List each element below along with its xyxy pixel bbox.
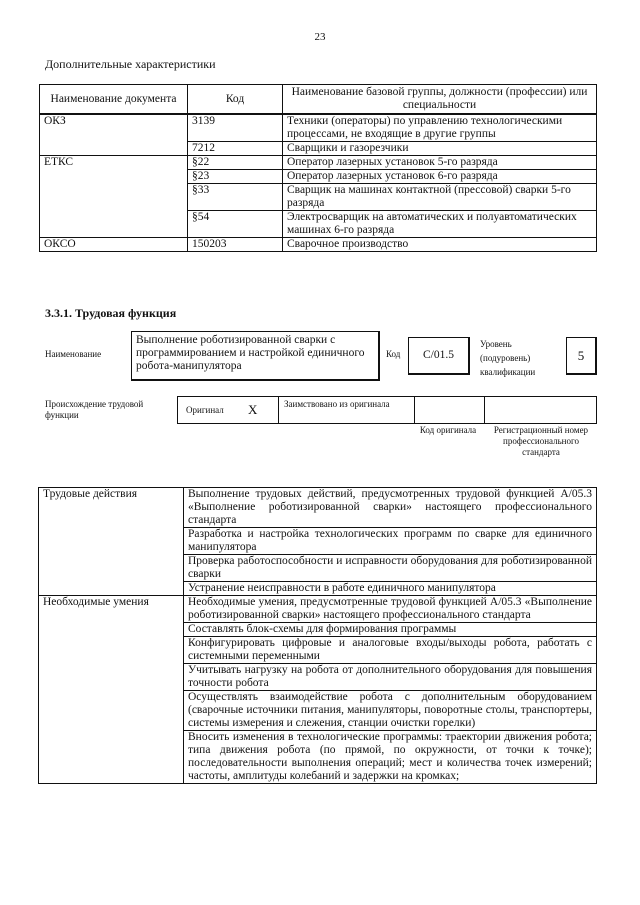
origin-divider [484,397,485,423]
row-name: Сварщик на машинах контактной (прессовой) сварки 5-го разряда [283,184,597,211]
row-code: 3139 [188,114,283,142]
additional-characteristics-table [39,84,597,252]
table-row [40,114,597,142]
function-name-value: Выполнение роботизированной сварки с программированием и настройкой единичного робота-манипулятора [131,331,380,381]
labor-action-item: Выполнение трудовых действий, предусмотренных трудовой функцией А/05.3 «Выполнение роботизированной сварки» настоящего профессионального стандарта [184,488,597,528]
table-row [40,238,597,252]
origin-divider [414,397,415,423]
borrowed-label: Заимствовано из оригинала [284,399,390,409]
skill-item: Конфигурировать цифровые и аналоговые входы/выходы робота, работать с системными переменными [184,637,597,664]
skill-item: Учитывать нагрузку на робота от дополнительного оборудования для повышения точности робота [184,664,597,691]
row-code: 7212 [188,142,283,156]
table-header-row [40,85,597,115]
function-code-value: C/01.5 [408,337,470,375]
registration-number-caption: Регистрационный номер профессионального стандарта [493,425,589,457]
origin-divider [278,397,279,423]
table-row [39,488,597,528]
additional-characteristics-title: Дополнительные характеристики [45,57,216,71]
labor-action-item: Разработка и настройка технологических программ по сварке для единичного манипулятора [184,528,597,555]
section-title: 3.3.1. Трудовая функция [45,306,177,320]
original-mark: X [248,402,258,417]
labor-action-item: Устранение неисправности в работе единичного манипулятора [184,582,597,596]
qualification-level-label: Уровень (подуровень) квалификации [480,339,536,377]
row-document: ОКЗ [40,114,188,156]
header-document: Наименование документа [40,85,188,115]
table-row [39,596,597,623]
origin-box [177,396,597,424]
row-name: Оператор лазерных установок 5-го разряда [283,156,597,170]
original-label: Оригинал [186,405,224,415]
row-document: ЕТКС [40,156,188,238]
row-code: §23 [188,170,283,184]
skill-item: Составлять блок-схемы для формирования программы [184,623,597,637]
table-row [40,156,597,170]
skill-item: Необходимые умения, предусмотренные трудовой функцией А/05.3 «Выполнение роботизированной сварки» настоящего профессионального стандарта [184,596,597,623]
original-code-caption: Код оригинала [419,425,477,435]
row-code: §22 [188,156,283,170]
skill-item: Вносить изменения в технологические программы: траектории движения робота; типа движения робота (по прямой, по окружности, от точки к точке); последовательности выполнения операций; мест и количества точек измерений; частоты, амплитуды колебаний и задержки на кромках; [184,731,597,784]
function-code-label: Код [386,349,401,359]
labor-actions-label: Трудовые действия [39,488,184,596]
row-name: Сварщики и газорезчики [283,142,597,156]
row-code: §33 [188,184,283,211]
row-name: Техники (операторы) по управлению технологическими процессами, не входящие в другие группы [283,114,597,142]
row-name: Сварочное производство [283,238,597,252]
header-group-name: Наименование базовой группы, должности (профессии) или специальности [283,85,597,115]
labor-function-table [38,487,597,784]
required-skills-label: Необходимые умения [39,596,184,784]
row-code: 150203 [188,238,283,252]
qualification-level-value: 5 [566,337,597,375]
row-name: Электросварщик на автоматических и полуавтоматических машинах 6-го разряда [283,211,597,238]
header-code: Код [188,85,283,115]
row-code: §54 [188,211,283,238]
skill-item: Осуществлять взаимодействие робота с дополнительным оборудованием (сварочные источники питания, манипуляторы, поворотные столы, транспортеры, системы измерения и слежения, станции очистки горелки) [184,691,597,731]
row-name: Оператор лазерных установок 6-го разряда [283,170,597,184]
row-document: ОКСО [40,238,188,252]
function-name-label: Наименование [45,349,102,359]
page-number: 23 [314,31,326,43]
labor-action-item: Проверка работоспособности и исправности оборудования для роботизированной сварки [184,555,597,582]
origin-label: Происхождение трудовой функции [45,399,144,420]
